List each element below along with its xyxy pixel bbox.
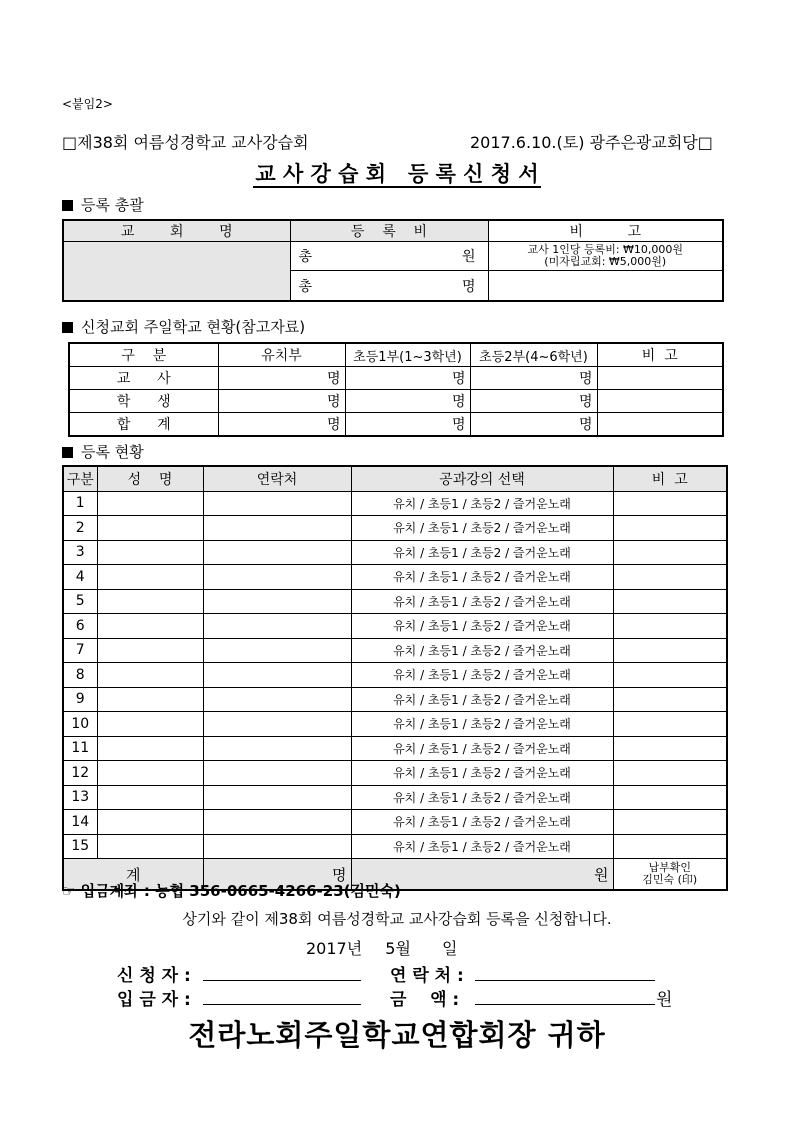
header-note: 비 고 <box>597 343 723 367</box>
header-elem1: 초등1부(1~3학년) <box>345 343 470 367</box>
lecture-choice[interactable]: 유치 / 초등1 / 초등2 / 즐거운노래 <box>351 785 613 810</box>
pointing-hand-icon: ☞ <box>62 882 76 900</box>
total-elem1-cell[interactable]: 명 <box>345 413 470 437</box>
square-bullet-icon <box>62 322 73 333</box>
total-count-unit[interactable]: 명 <box>203 859 351 891</box>
row-number: 12 <box>63 761 97 786</box>
table-row <box>63 712 727 737</box>
table-row <box>63 785 727 810</box>
contact-field[interactable] <box>203 810 351 835</box>
student-elem2-cell[interactable]: 명 <box>470 390 597 413</box>
depositor-label: 입 금 자 : <box>117 990 191 1010</box>
header-number: 구분 <box>63 466 97 491</box>
sunday-school-table <box>68 342 724 437</box>
lecture-choice[interactable]: 유치 / 초등1 / 초등2 / 즐거운노래 <box>351 565 613 590</box>
depositor-field[interactable] <box>203 986 361 1005</box>
row-student-label: 학 생 <box>69 390 218 413</box>
section-registration-heading: 등록 현황 <box>62 441 144 462</box>
lecture-choice[interactable]: 유치 / 초등1 / 초등2 / 즐거운노래 <box>351 516 613 541</box>
contact-field[interactable] <box>203 565 351 590</box>
row-number: 10 <box>63 712 97 737</box>
contact-field[interactable] <box>203 540 351 565</box>
square-bullet-icon <box>62 200 73 211</box>
row-number: 9 <box>63 687 97 712</box>
table-row <box>63 834 727 859</box>
name-field[interactable] <box>97 834 203 859</box>
table-row <box>63 638 727 663</box>
payment-confirm: 납부확인 김민숙 (印) <box>613 859 727 891</box>
remark-field[interactable] <box>613 638 727 663</box>
total-note-cell[interactable] <box>597 413 723 437</box>
teacher-elem2-cell[interactable]: 명 <box>470 367 597 390</box>
contact-field[interactable] <box>203 834 351 859</box>
name-field[interactable] <box>97 687 203 712</box>
lecture-choice[interactable]: 유치 / 초등1 / 초등2 / 즐거운노래 <box>351 736 613 761</box>
remark-field[interactable] <box>613 589 727 614</box>
lecture-choice[interactable]: 유치 / 초등1 / 초등2 / 즐거운노래 <box>351 687 613 712</box>
row-total-label: 합 계 <box>69 413 218 437</box>
remark-field[interactable] <box>613 834 727 859</box>
note-empty-cell[interactable] <box>488 271 723 301</box>
total-label: 계 <box>63 859 203 891</box>
col-fee-header: 등 록 비 <box>290 220 488 242</box>
document-title: 교 사 강 습 회 등 록 신 청 서 <box>255 162 539 186</box>
table-row <box>63 491 727 516</box>
name-field[interactable] <box>97 663 203 688</box>
student-elem1-cell[interactable]: 명 <box>345 390 470 413</box>
applicant-field[interactable] <box>203 962 361 981</box>
contact-field[interactable] <box>203 663 351 688</box>
remark-field[interactable] <box>613 663 727 688</box>
contact-field[interactable] <box>475 962 655 981</box>
church-name-field[interactable] <box>63 242 290 302</box>
lecture-choice[interactable]: 유치 / 초등1 / 초등2 / 즐거운노래 <box>351 589 613 614</box>
application-date: 2017년 5월 일 <box>306 939 458 958</box>
name-field[interactable] <box>97 614 203 639</box>
contact-field[interactable] <box>203 785 351 810</box>
lecture-choice[interactable]: 유치 / 초등1 / 초등2 / 즐거운노래 <box>351 491 613 516</box>
contact-label: 연 락 처 : <box>390 966 464 986</box>
row-number: 7 <box>63 638 97 663</box>
contact-field[interactable] <box>203 761 351 786</box>
row-number: 14 <box>63 810 97 835</box>
header-elem2: 초등2부(4~6학년) <box>470 343 597 367</box>
row-number: 6 <box>63 614 97 639</box>
contact-field[interactable] <box>203 491 351 516</box>
lecture-choice[interactable]: 유치 / 초등1 / 초등2 / 즐거운노래 <box>351 638 613 663</box>
remark-field[interactable] <box>613 565 727 590</box>
event-date-place: 2017.6.10.(토) 광주은광교회당□ <box>470 133 713 152</box>
name-field[interactable] <box>97 712 203 737</box>
row-teacher-label: 교 사 <box>69 367 218 390</box>
name-field[interactable] <box>97 491 203 516</box>
lecture-choice[interactable]: 유치 / 초등1 / 초등2 / 즐거운노래 <box>351 663 613 688</box>
header-remark: 비 고 <box>613 466 727 491</box>
registration-table <box>62 465 728 891</box>
contact-field[interactable] <box>203 589 351 614</box>
teacher-kinder-cell[interactable]: 명 <box>218 367 345 390</box>
header-name: 성 명 <box>97 466 203 491</box>
table-row <box>63 663 727 688</box>
name-field[interactable] <box>97 516 203 541</box>
row-number: 2 <box>63 516 97 541</box>
row-number: 5 <box>63 589 97 614</box>
table-row <box>63 736 727 761</box>
contact-field[interactable] <box>203 614 351 639</box>
amount-unit: 원 <box>656 990 673 1010</box>
total-elem2-cell[interactable]: 명 <box>470 413 597 437</box>
row-number: 4 <box>63 565 97 590</box>
name-field[interactable] <box>97 565 203 590</box>
table-row <box>63 810 727 835</box>
lecture-choice[interactable]: 유치 / 초등1 / 초등2 / 즐거운노래 <box>351 614 613 639</box>
square-bullet-icon <box>62 447 73 458</box>
row-number: 1 <box>63 491 97 516</box>
total-count-cell[interactable]: 총 명 <box>290 271 488 301</box>
lecture-choice[interactable]: 유치 / 초등1 / 초등2 / 즐거운노래 <box>351 761 613 786</box>
total-fee-cell[interactable]: 총 원 <box>290 242 488 271</box>
remark-field[interactable] <box>613 736 727 761</box>
row-number: 3 <box>63 540 97 565</box>
row-number: 8 <box>63 663 97 688</box>
remark-field[interactable] <box>613 540 727 565</box>
remark-field[interactable] <box>613 761 727 786</box>
total-kinder-cell[interactable]: 명 <box>218 413 345 437</box>
row-number: 11 <box>63 736 97 761</box>
row-number: 15 <box>63 834 97 859</box>
table-row <box>63 565 727 590</box>
table-row <box>63 761 727 786</box>
student-note-cell[interactable] <box>597 390 723 413</box>
remark-field[interactable] <box>613 785 727 810</box>
table-row <box>63 589 727 614</box>
teacher-elem1-cell[interactable]: 명 <box>345 367 470 390</box>
attachment-label: <붙임2> <box>62 97 113 111</box>
contact-field[interactable] <box>203 516 351 541</box>
header-kindergarten: 유치부 <box>218 343 345 367</box>
lecture-choice[interactable]: 유치 / 초등1 / 초등2 / 즐거운노래 <box>351 540 613 565</box>
application-statement: 상기와 같이 제38회 여름성경학교 교사강습회 등록을 신청합니다. <box>182 910 612 928</box>
recipient: 전라노회주일학교연합회장 귀하 <box>188 1018 606 1052</box>
lecture-choice[interactable]: 유치 / 초등1 / 초등2 / 즐거운노래 <box>351 834 613 859</box>
amount-label: 금 액 : <box>390 990 460 1010</box>
teacher-note-cell[interactable] <box>597 367 723 390</box>
col-church-header: 교 회 명 <box>63 220 290 242</box>
summary-table <box>62 219 724 302</box>
contact-field[interactable] <box>203 736 351 761</box>
amount-field[interactable] <box>475 986 655 1005</box>
applicant-label: 신 청 자 : <box>117 966 191 986</box>
remark-field[interactable] <box>613 687 727 712</box>
name-field[interactable] <box>97 736 203 761</box>
row-number: 13 <box>63 785 97 810</box>
table-row <box>63 516 727 541</box>
remark-field[interactable] <box>613 614 727 639</box>
contact-field[interactable] <box>203 712 351 737</box>
table-row <box>63 540 727 565</box>
name-field[interactable] <box>97 810 203 835</box>
contact-field[interactable] <box>203 638 351 663</box>
remark-field[interactable] <box>613 712 727 737</box>
section-summary-heading: 등록 총괄 <box>62 194 144 215</box>
fee-note: 교사 1인당 등록비: ₩10,000원 (미자립교회: ₩5,000원) <box>488 242 723 271</box>
col-note-header: 비 고 <box>488 220 723 242</box>
total-fee-unit[interactable]: 원 <box>351 859 613 891</box>
name-field[interactable] <box>97 540 203 565</box>
account-info: ☞ 입금계좌 : 농협 356-0665-4266-23(김민숙) <box>62 882 401 900</box>
name-field[interactable] <box>97 589 203 614</box>
table-row <box>63 687 727 712</box>
remark-field[interactable] <box>613 491 727 516</box>
lecture-choice[interactable]: 유치 / 초등1 / 초등2 / 즐거운노래 <box>351 712 613 737</box>
name-field[interactable] <box>97 761 203 786</box>
contact-field[interactable] <box>203 687 351 712</box>
name-field[interactable] <box>97 638 203 663</box>
event-title: □제38회 여름성경학교 교사강습회 <box>62 133 309 152</box>
header-contact: 연락처 <box>203 466 351 491</box>
remark-field[interactable] <box>613 810 727 835</box>
student-kinder-cell[interactable]: 명 <box>218 390 345 413</box>
name-field[interactable] <box>97 785 203 810</box>
header-lecture: 공과강의 선택 <box>351 466 613 491</box>
section-status-heading: 신청교회 주일학교 현황(참고자료) <box>62 316 305 337</box>
header-category: 구 분 <box>69 343 218 367</box>
remark-field[interactable] <box>613 516 727 541</box>
table-row <box>63 614 727 639</box>
lecture-choice[interactable]: 유치 / 초등1 / 초등2 / 즐거운노래 <box>351 810 613 835</box>
